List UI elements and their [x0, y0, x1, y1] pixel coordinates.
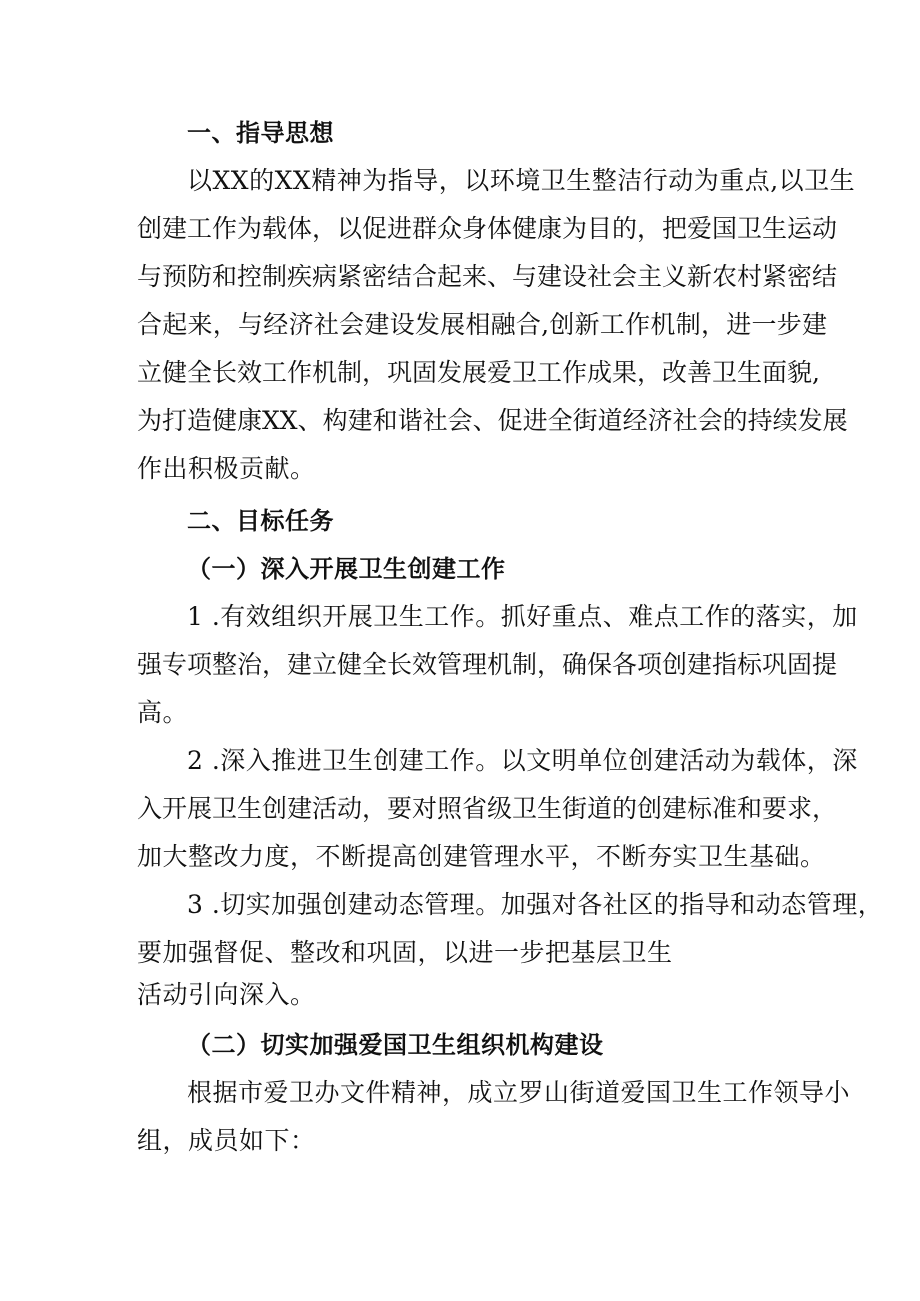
section-heading-guiding-ideology: 一、指导思想 [187, 119, 334, 147]
subsection-heading-organization: （二）切实加强爱国卫生组织机构建设 [187, 1031, 604, 1059]
subsection-heading-sanitation-creation: （一）深入开展卫生创建工作 [187, 555, 506, 583]
text-line: 2 .深入推进卫生创建工作。以文明单位创建活动为载体，深 [187, 746, 858, 775]
text-line: 高。 [137, 698, 189, 727]
text-line: 作出积极贡献。 [137, 454, 316, 483]
text-line: 入开展卫生创建活动，要对照省级卫生街道的创建标准和要求， [137, 794, 838, 823]
text-line: 加大整改力度，不断提高创建管理水平，不断夯实卫生基础。 [137, 842, 826, 871]
text-line: 强专项整治，建立健全长效管理机制，确保各项创建指标巩固提 [137, 650, 838, 679]
text-line: 立健全长效工作机制，巩固发展爱卫工作成果，改善卫生面貌, [137, 358, 820, 387]
text-line: 3 .切实加强创建动态管理。加强对各社区的指导和动态管理， [187, 890, 884, 919]
section-heading-goals-tasks: 二、目标任务 [187, 507, 334, 535]
text-line: 与预防和控制疾病紧密结合起来、与建设社会主义新农村紧密结 [137, 262, 838, 291]
text-line: 要加强督促、整改和巩固，以进一步把基层卫生 [137, 938, 673, 967]
text-line: 组，成员如下： [137, 1126, 316, 1155]
text-line: 根据市爱卫办文件精神，成立罗山街道爱国卫生工作领导小 [187, 1078, 851, 1107]
text-line: 1 .有效组织开展卫生工作。抓好重点、难点工作的落实，加 [187, 602, 858, 631]
text-line: 以XX的XX精神为指导，以环境卫生整洁行动为重点,以卫生 [187, 166, 856, 195]
text-line: 创建工作为载体，以促进群众身体健康为目的，把爱国卫生运动 [137, 214, 838, 243]
text-line: 合起来，与经济社会建设发展相融合,创新工作机制，进一步建 [137, 310, 827, 339]
text-line: 为打造健康XX、构建和谐社会、促进全街道经济社会的持续发展 [137, 406, 848, 435]
text-line: 活动引向深入。 [137, 980, 316, 1009]
